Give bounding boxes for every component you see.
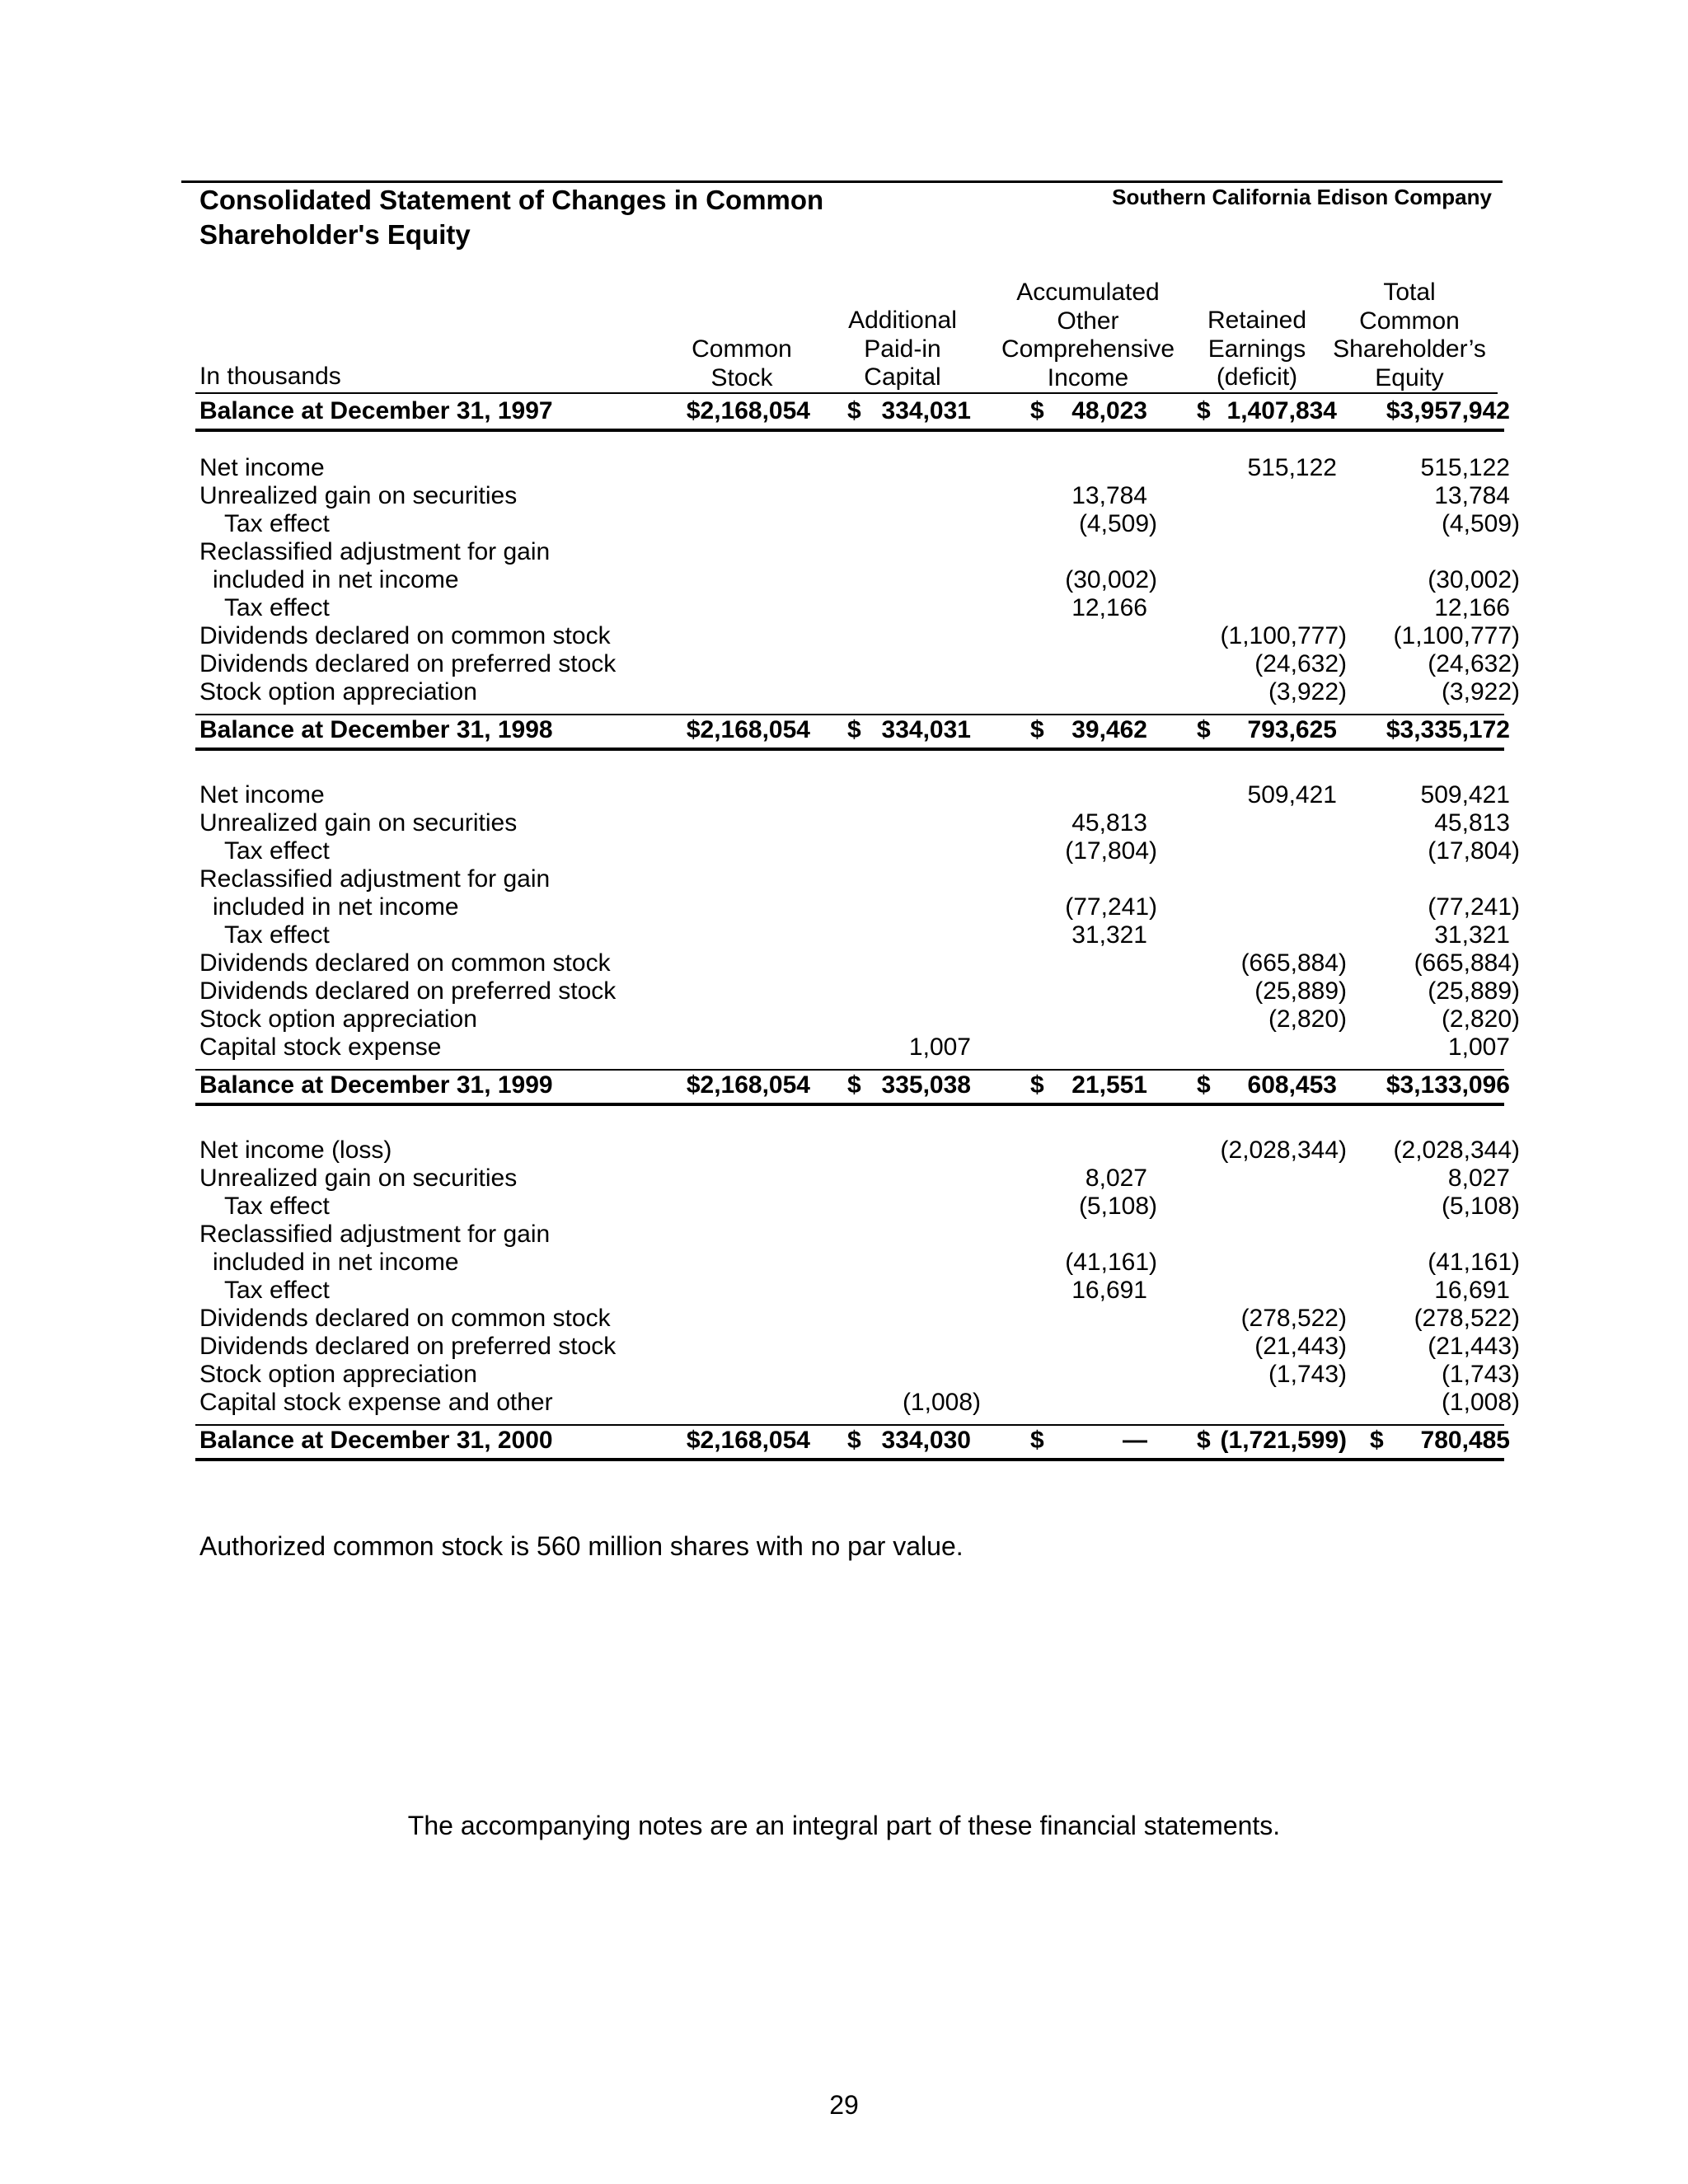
title-line-1: Consolidated Statement of Changes in Common (199, 185, 824, 215)
table-row (0, 1249, 1688, 1277)
cell-tot: (24,632) (1428, 650, 1520, 677)
table-row (0, 1165, 1688, 1193)
cell-re: (21,443) (1254, 1333, 1347, 1360)
dollar-sign: $ (1030, 716, 1044, 743)
header-retained-earnings: Retained Earnings (deficit) (1207, 307, 1307, 391)
table-row (0, 510, 1688, 538)
row-label: Tax effect (224, 837, 330, 865)
cell-pic: (1,008) (902, 1389, 981, 1416)
cell-aoci: (4,509) (1078, 510, 1157, 537)
statement-title (199, 183, 941, 252)
cell-pic: 335,038 (881, 1071, 971, 1099)
table-row (0, 781, 1688, 809)
row-label: included in net income (213, 1249, 459, 1276)
header-paid-in-capital: Additional Paid-in Capital (848, 307, 957, 391)
subtotal-rule (195, 714, 1504, 715)
authorized-stock-note: Authorized common stock is 560 million shares with no par value. (199, 1531, 964, 1561)
cell-tot: (1,743) (1441, 1361, 1520, 1388)
balance-row (0, 397, 1688, 425)
header-rule (195, 392, 1498, 394)
table-row (0, 538, 1688, 566)
cell-re: (1,743) (1268, 1361, 1347, 1388)
cell-re: (1,100,777) (1220, 622, 1347, 649)
subtotal-rule (195, 1424, 1504, 1426)
cell-aoci: (30,002) (1065, 566, 1157, 593)
cell-re: (25,889) (1254, 977, 1347, 1005)
table-row (0, 1221, 1688, 1249)
dollar-sign: $ (847, 397, 861, 424)
row-label: Dividends declared on common stock (199, 949, 611, 977)
table-row (0, 1305, 1688, 1333)
row-label: Balance at December 31, 1998 (199, 716, 553, 743)
cell-tot: (5,108) (1441, 1193, 1520, 1220)
cell-pic: 334,030 (881, 1427, 971, 1454)
table-row (0, 454, 1688, 482)
cell-tot: $3,335,172 (1386, 716, 1510, 743)
balance-row (0, 1427, 1688, 1455)
cell-re: (2,820) (1268, 1005, 1347, 1033)
dollar-sign: $ (1030, 1071, 1044, 1099)
row-label: Dividends declared on preferred stock (199, 977, 617, 1005)
cell-aoci: 39,462 (1071, 716, 1147, 743)
cell-tot: 45,813 (1434, 809, 1510, 837)
cell-aoci: 8,027 (1085, 1165, 1147, 1192)
cell-aoci: (5,108) (1078, 1193, 1157, 1220)
table-row (0, 650, 1688, 678)
cell-re: (24,632) (1254, 650, 1347, 677)
header-total-equity: Total Common Shareholder’s Equity (1333, 279, 1486, 391)
cell-tot: (21,443) (1428, 1333, 1520, 1360)
cell-cs: $2,168,054 (686, 397, 810, 424)
cell-re: (665,884) (1240, 949, 1347, 977)
cell-tot: (17,804) (1428, 837, 1520, 865)
dollar-sign: $ (1197, 1071, 1211, 1099)
cell-aoci: 13,784 (1071, 482, 1147, 509)
table-row (0, 1137, 1688, 1165)
dollar-sign: $ (1370, 1427, 1384, 1454)
row-label: Balance at December 31, 2000 (199, 1427, 553, 1454)
double-rule (195, 1103, 1504, 1106)
row-label: Tax effect (224, 594, 330, 621)
row-label: Reclassified adjustment for gain (199, 538, 551, 565)
cell-re: (1,721,599) (1220, 1427, 1347, 1454)
cell-tot: 31,321 (1434, 921, 1510, 949)
cell-aoci: 21,551 (1071, 1071, 1147, 1099)
cell-re: 515,122 (1247, 454, 1337, 481)
cell-aoci: 45,813 (1071, 809, 1147, 837)
table-row (0, 1005, 1688, 1033)
row-label: Dividends declared on preferred stock (199, 650, 617, 677)
row-label: Stock option appreciation (199, 678, 477, 705)
row-label: Capital stock expense and other (199, 1389, 553, 1416)
row-label: Tax effect (224, 1193, 330, 1220)
cell-tot: 12,166 (1434, 594, 1510, 621)
double-rule (195, 1458, 1504, 1461)
table-row (0, 594, 1688, 622)
subtotal-rule (195, 1069, 1504, 1071)
cell-tot: (30,002) (1428, 566, 1520, 593)
cell-tot: (2,028,344) (1393, 1137, 1520, 1164)
cell-pic: 1,007 (908, 1033, 971, 1061)
cell-tot: (1,008) (1441, 1389, 1520, 1416)
cell-aoci: (17,804) (1065, 837, 1157, 865)
cell-re: 608,453 (1247, 1071, 1337, 1099)
cell-aoci: 31,321 (1071, 921, 1147, 949)
balance-row (0, 1071, 1688, 1099)
row-label: Tax effect (224, 510, 330, 537)
row-label: Stock option appreciation (199, 1361, 477, 1388)
balance-row (0, 716, 1688, 744)
row-label: Dividends declared on preferred stock (199, 1333, 617, 1360)
cell-tot: (41,161) (1428, 1249, 1520, 1276)
table-row (0, 678, 1688, 706)
row-label: Unrealized gain on securities (199, 809, 518, 837)
cell-pic: 334,031 (881, 397, 971, 424)
table-row (0, 1361, 1688, 1389)
cell-tot: 1,007 (1447, 1033, 1510, 1061)
cell-tot: 13,784 (1434, 482, 1510, 509)
cell-tot: (3,922) (1441, 678, 1520, 705)
cell-tot: (665,884) (1414, 949, 1520, 977)
cell-tot: (25,889) (1428, 977, 1520, 1005)
table-row (0, 482, 1688, 510)
table-row (0, 865, 1688, 893)
cell-tot: (4,509) (1441, 510, 1520, 537)
table-row (0, 622, 1688, 650)
header-common-stock: Common Stock (692, 335, 792, 391)
table-row (0, 1333, 1688, 1361)
cell-aoci: 48,023 (1071, 397, 1147, 424)
row-label: Reclassified adjustment for gain (199, 1221, 551, 1248)
cell-tot: $3,957,942 (1386, 397, 1510, 424)
cell-aoci: (77,241) (1065, 893, 1157, 921)
table-row (0, 893, 1688, 921)
dollar-sign: $ (1197, 716, 1211, 743)
row-label: Net income (loss) (199, 1137, 392, 1164)
cell-tot: 509,421 (1420, 781, 1510, 808)
row-label: Net income (199, 781, 325, 808)
cell-re: 793,625 (1247, 716, 1337, 743)
row-label: Balance at December 31, 1999 (199, 1071, 553, 1099)
row-label: Stock option appreciation (199, 1005, 477, 1033)
cell-tot: 780,485 (1420, 1427, 1510, 1454)
cell-aoci: 12,166 (1071, 594, 1147, 621)
cell-tot: (2,820) (1441, 1005, 1520, 1033)
cell-re: (3,922) (1268, 678, 1347, 705)
row-label: Unrealized gain on securities (199, 1165, 518, 1192)
dollar-sign: $ (1030, 1427, 1044, 1454)
dollar-sign: $ (847, 1427, 861, 1454)
footer-note: The accompanying notes are an integral part of these financial statements. (407, 1811, 1281, 1840)
dollar-sign: $ (847, 716, 861, 743)
cell-pic: 334,031 (881, 716, 971, 743)
row-label: Unrealized gain on securities (199, 482, 518, 509)
row-label: Balance at December 31, 1997 (199, 397, 553, 424)
cell-tot: 8,027 (1447, 1165, 1510, 1192)
cell-cs: $2,168,054 (686, 716, 810, 743)
table-row (0, 1033, 1688, 1062)
dollar-sign: $ (1197, 1427, 1211, 1454)
cell-aoci: (41,161) (1065, 1249, 1157, 1276)
table-row (0, 1389, 1688, 1417)
cell-tot: $3,133,096 (1386, 1071, 1510, 1099)
dollar-sign: $ (1030, 397, 1044, 424)
cell-aoci: — (1123, 1427, 1147, 1454)
double-rule (195, 748, 1504, 751)
page-number: 29 (829, 2090, 859, 2120)
dollar-sign: $ (847, 1071, 861, 1099)
dollar-sign: $ (1197, 397, 1211, 424)
cell-tot: (1,100,777) (1393, 622, 1520, 649)
header-aoci: Accumulated Other Comprehensive Income (1001, 279, 1175, 391)
table-row (0, 1193, 1688, 1221)
table-row (0, 1277, 1688, 1305)
title-line-2: Shareholder's Equity (199, 219, 471, 250)
units-label: In thousands (199, 363, 341, 390)
cell-cs: $2,168,054 (686, 1071, 810, 1099)
row-label: Tax effect (224, 921, 330, 949)
cell-re: 1,407,834 (1226, 397, 1337, 424)
row-label: included in net income (213, 566, 459, 593)
cell-re: 509,421 (1247, 781, 1337, 808)
row-label: included in net income (213, 893, 459, 921)
table-row (0, 977, 1688, 1005)
table-row (0, 921, 1688, 949)
cell-cs: $2,168,054 (686, 1427, 810, 1454)
table-row (0, 809, 1688, 837)
cell-tot: (77,241) (1428, 893, 1520, 921)
cell-tot: (278,522) (1414, 1305, 1520, 1332)
double-rule (195, 429, 1504, 432)
company-name: Southern California Edison Company (1112, 185, 1492, 209)
cell-tot: 16,691 (1434, 1277, 1510, 1304)
cell-re: (278,522) (1240, 1305, 1347, 1332)
row-label: Reclassified adjustment for gain (199, 865, 551, 893)
table-row (0, 949, 1688, 977)
row-label: Capital stock expense (199, 1033, 442, 1061)
table-row (0, 566, 1688, 594)
cell-re: (2,028,344) (1220, 1137, 1347, 1164)
cell-tot: 515,122 (1420, 454, 1510, 481)
row-label: Net income (199, 454, 325, 481)
row-label: Dividends declared on common stock (199, 622, 611, 649)
table-row (0, 837, 1688, 865)
cell-aoci: 16,691 (1071, 1277, 1147, 1304)
row-label: Tax effect (224, 1277, 330, 1304)
row-label: Dividends declared on common stock (199, 1305, 611, 1332)
